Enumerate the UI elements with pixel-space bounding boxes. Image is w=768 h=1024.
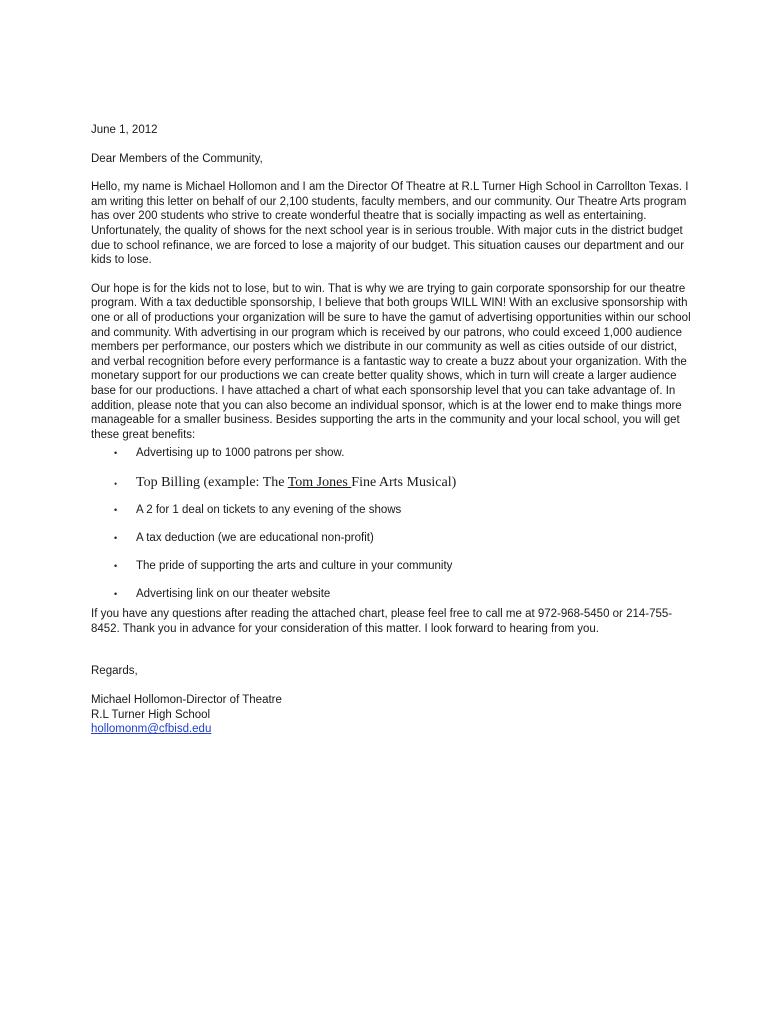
letter-date: June 1, 2012 — [91, 124, 158, 136]
signature-school: R.L Turner High School — [91, 708, 211, 721]
benefit-text: The pride of supporting the arts and culture in your community — [136, 560, 453, 573]
benefits-list — [91, 446, 691, 607]
benefit-text: A tax deduction (we are educational non-profit) — [136, 532, 374, 545]
bullet-icon: • — [114, 561, 118, 572]
benefit-text: Advertising up to 1000 patrons per show. — [136, 447, 345, 460]
signature-name: Michael Hollomon-Director of Theatre — [91, 694, 282, 707]
email-link[interactable]: hollomonm@cfbisd.edu — [91, 723, 212, 736]
list-item — [91, 559, 691, 587]
benefit-text: A 2 for 1 deal on tickets to any evening of the shows — [136, 504, 402, 517]
paragraph-sponsorship: Our hope is for the kids not to lose, but to win. That is why we are trying to gain corporate sponsorship for our theatre program. With a tax deductible sponsorship, I believe that both groups WILL WIN! With an exclusive sponsorship with one or all of productions your organization will be sure to have the gamut of advertising opportunities within our school and community. With advertising in our program which is received by our patrons, who could exceed 1,000 audience members per performance, our posters which we distribute in our community as well as cities outside of our district, and verbal recognition before every performance is a fantastic way to create a buzz about your organization. With the monetary support for our productions we can create better quality shows, which in turn will create a larger audience base for our productions. I have attached a chart of what each sponsorship level that you can take advantage of. In addition, please note that you can also become an individual sponsor, which is at the lower end to make things more manageable for a smaller business. Besides supporting the arts in the community and your local school, you will get these great benefits: — [91, 282, 691, 441]
bullet-icon: • — [114, 589, 118, 600]
list-item — [91, 531, 691, 559]
letter-page — [91, 123, 691, 737]
regards: Regards, — [91, 665, 138, 678]
benefit-text-underlined: Tom Jones — [287, 475, 352, 491]
list-item — [91, 446, 691, 474]
bullet-icon: • — [114, 448, 118, 459]
paragraph-closing: If you have any questions after reading the attached chart, please feel free to call me at 972-968-5450 or 214-755-8452. Thank you in advance for your consideration of this matter. I look forward to hearing from you. — [91, 608, 673, 635]
salutation: Dear Members of the Community, — [91, 152, 263, 165]
paragraph-intro: Hello, my name is Michael Hollomon and I am the Director Of Theatre at R.L Turner High School in Carrollton Texas. I am writing this letter on behalf of our 2,100 students, faculty members, and our community. Our Theatre Arts program has over 200 students who strive to create wonderful theatre that is socially impacting as well as entertaining. Unfortunately, the quality of shows for the next school year is in serious trouble. With major cuts in the district budget due to school refinance, we are forced to lose a majority of our budget. This situation causes our department and our kids to lose. — [91, 181, 689, 267]
benefit-text: Advertising link on our theater website — [136, 588, 331, 601]
bullet-icon: • — [114, 505, 118, 516]
bullet-icon: • — [114, 479, 118, 490]
list-item — [91, 503, 691, 531]
benefit-text-suffix: Fine Arts Musical) — [351, 475, 457, 491]
list-item — [91, 474, 691, 503]
benefit-text-prefix: Top Billing (example: The — [136, 475, 288, 491]
bullet-icon: • — [114, 533, 118, 544]
list-item — [91, 587, 691, 607]
